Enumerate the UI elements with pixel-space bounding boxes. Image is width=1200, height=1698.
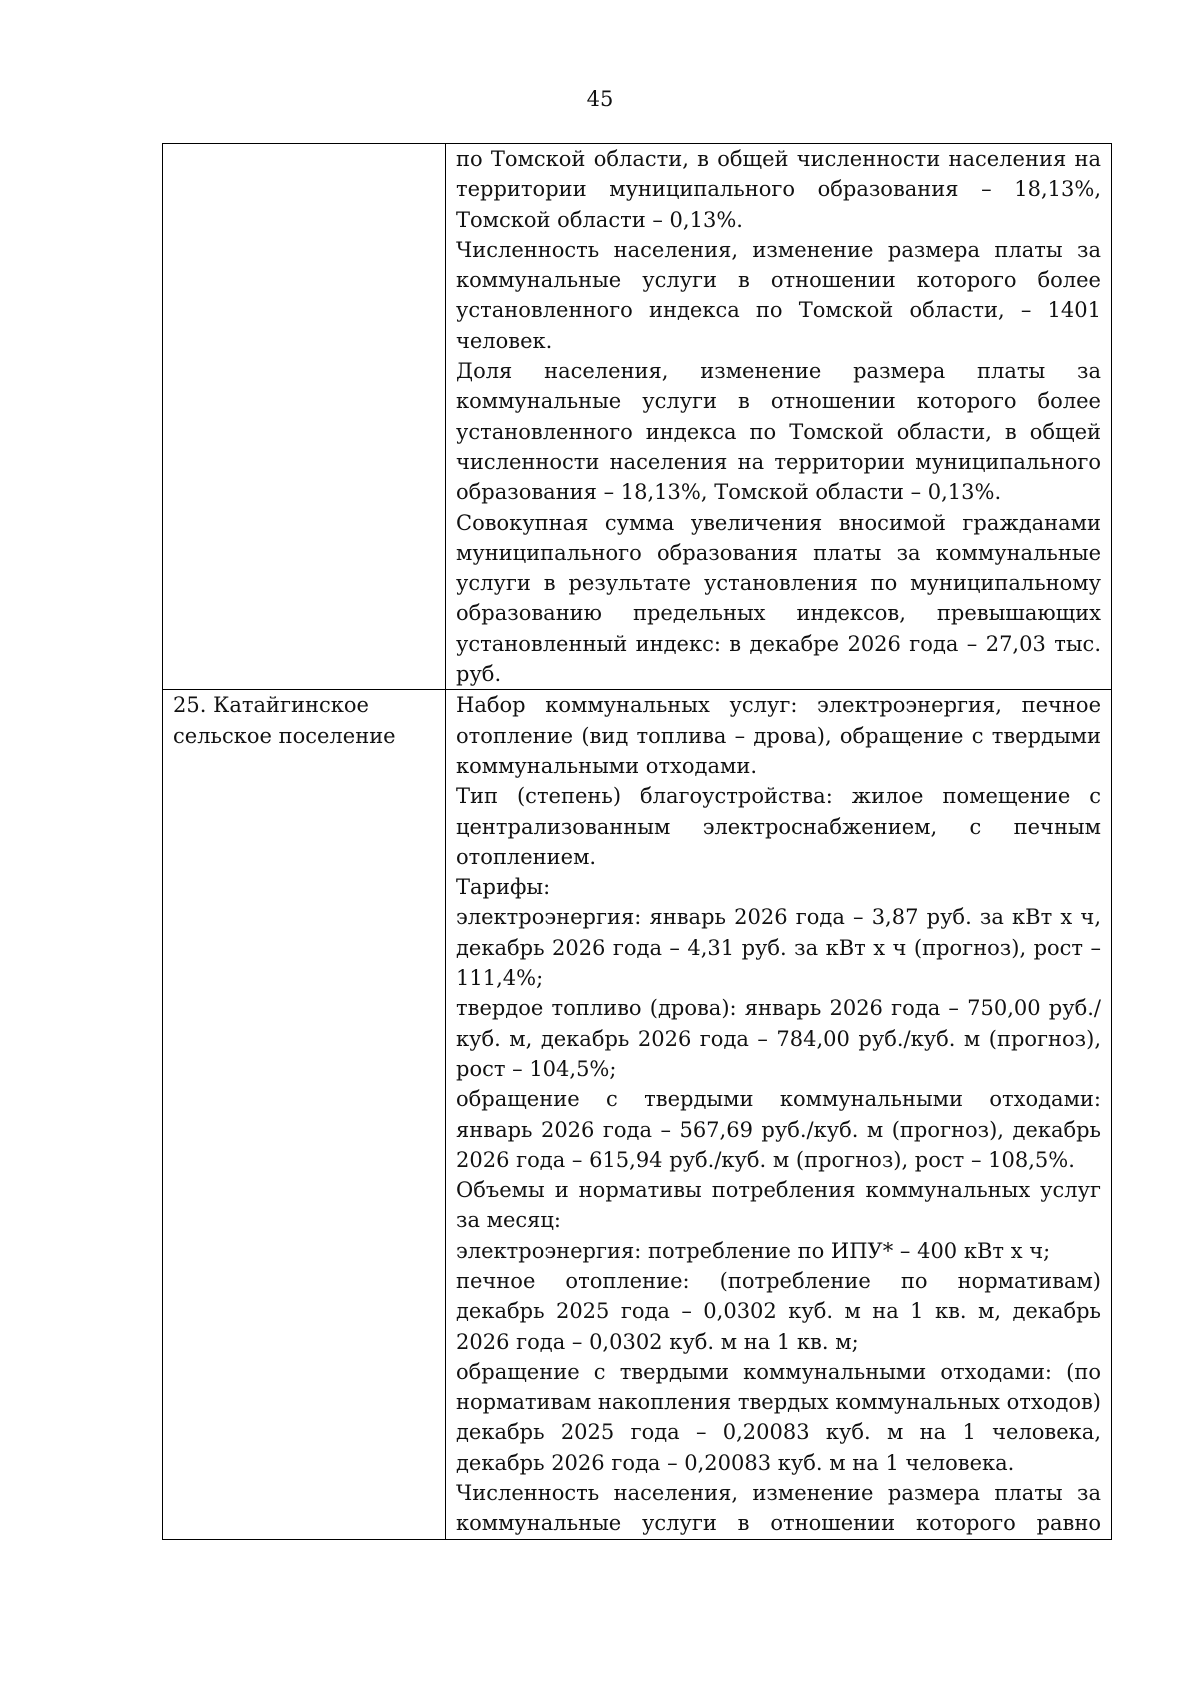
- paragraph: Набор коммунальных услуг: электроэнергия, печное отопление (вид топлива – дрова), обращение с твердыми коммунальными отходами.: [456, 693, 1101, 778]
- paragraph: электроэнергия: потребление по ИПУ* – 400 кВт х ч;: [456, 1238, 1051, 1263]
- municipality-cell: [163, 690, 446, 1539]
- table-row: [163, 690, 1112, 1539]
- paragraph: Тип (степень) благоустройства: жилое помещение с централизованным электроснабжением, с печным отоплением.: [456, 784, 1101, 869]
- paragraph: Совокупная сумма увеличения вносимой гражданами муниципального образования платы за коммунальные услуги в результате установления по муниципальному образованию предельных индексов, превышающих установленный индекс: в декабре 2026 года – 27,03 тыс. руб.: [456, 510, 1101, 687]
- paragraph: электроэнергия: январь 2026 года – 3,87 руб. за кВт х ч, декабрь 2026 года – 4,31 руб. за кВт х ч (прогноз), рост – 111,4%;: [456, 905, 1101, 991]
- paragraph: печное отопление: (потребление по нормативам) декабрь 2025 года – 0,0302 куб. м на 1 кв. м, декабрь 2026 года – 0,0302 куб. м на 1 кв. м;: [456, 1268, 1101, 1354]
- paragraph: обращение с твердыми коммунальными отходами: январь 2026 года – 567,69 руб./куб. м (прогноз), декабрь 2026 года – 615,94 руб./куб. м (прогноз), рост – 108,5%.: [456, 1087, 1101, 1172]
- description-cell: [446, 690, 1112, 1539]
- description-cell: [446, 144, 1112, 690]
- paragraph: по Томской области, в общей численности населения на территории муниципального образования – 18,13%, Томской области – 0,13%.: [456, 147, 1101, 232]
- page-number: 45: [586, 87, 614, 111]
- paragraph: Численность населения, изменение размера платы за коммунальные услуги в отношении которого равно: [456, 1481, 1101, 1536]
- paragraph: Доля населения, изменение размера платы за коммунальные услуги в отношении которого более установленного индекса по Томской области, в общей численности населения на территории муниципального образования – 18,13%, Томской области – 0,13%.: [456, 359, 1101, 505]
- paragraph: Тарифы:: [456, 875, 551, 900]
- document-table: [162, 143, 1112, 1540]
- paragraph: обращение с твердыми коммунальными отходами: (по нормативам накопления твердых коммунальных отходов) декабрь 2025 года – 0,20083 куб. м на 1 человека, декабрь 2026 года – 0,20083 куб. м на 1 человека.: [456, 1359, 1101, 1475]
- paragraph: Численность населения, изменение размера платы за коммунальные услуги в отношении которого более установленного индекса по Томской области, – 1401 человек.: [456, 237, 1101, 353]
- municipality-name: 25. Катайгинское сельское поселение: [173, 693, 396, 748]
- municipality-cell: [163, 144, 446, 690]
- table-row: [163, 144, 1112, 690]
- paragraph: твердое топливо (дрова): январь 2026 года – 750,00 руб./куб. м, декабрь 2026 года – 784,00 руб./куб. м (прогноз), рост – 104,5%;: [456, 996, 1101, 1081]
- paragraph: Объемы и нормативы потребления коммунальных услуг за месяц:: [456, 1178, 1101, 1233]
